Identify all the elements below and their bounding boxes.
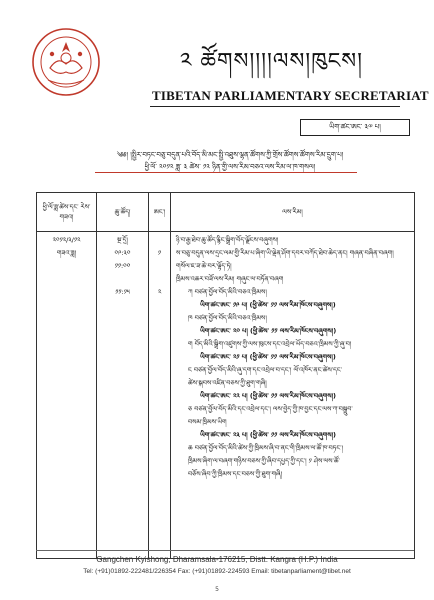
agenda-item-line: ག བོད་མིའི་སྒྲིག་འཛུགས་ཀྱི་ལས་ཁུངས་དང་འབྲེལ་ཡོད་བཅའ་ཁྲིམས་ཀྱི་ཞུ་བ།: [188, 340, 352, 348]
time-line: ༠༩:༣༠: [114, 249, 131, 257]
heading-line-2: ཕྱི་ལོ་ ༢༠༡༢ ཟླ་ ༣ ཚེས་ ༡༢ ཉིན་གྱི་ལས་རིམ་བཅའ་ལས་རིམ་ལ་ཁ་གསལ།: [144, 163, 316, 171]
agenda-item-line: གསོལ་ཇ་ཟ་ཆེ་བར་ལྷོད་ཏེ།: [176, 262, 232, 270]
time-line: སྔ་དྲོ།: [117, 236, 128, 244]
agenda-item-line: ཁྲིམས་ཞིག་ལ་བཞག་གཉིས་བཅས་ཀྱི་ཞིབ་དཔྱད་ཀྱི་དང་། ༡ ཤེས་ལས་ཚོ་: [188, 457, 340, 465]
number-line: ༡: [157, 249, 162, 257]
number-line: [152, 234, 167, 247]
document-number-box: ཡིག་ཚང་ཨང་ ༣༧ པ།: [300, 119, 410, 136]
agenda-table: [36, 192, 415, 559]
agenda-item-line: ཅ བཙན་བྱོལ་བོད་མིའི་དང་འབྲེལ་དང་། ལས་བྱེད་ཀྱི་ཁ་བྱང་དང་ལས་ཀ་བསྒྲུབ་: [188, 405, 353, 413]
agenda-item-line: ཆ བཙན་བྱོལ་བོད་མིའི་ཚེས་ཀྱི་ཁྲིམས་ཞི་བ་ནང་གི་ཁྲིམས་ལ་ཚོ་ཁ་བཏང་།: [188, 444, 343, 452]
agenda-item-line: ཚེས་སྐབས་འཛིན་བཅས་ཀྱི་ཐུག་གཞི།: [188, 379, 267, 387]
agenda-item-line: ཉི་བ་རྒྱ་ཐེབ་ཆུ་ཚོད་རྙིང་སྒྲིག་བོད་ལྗོངས་བཞུགས།: [176, 236, 279, 244]
agenda-item-line: བཅོས་ཞིབ་ཀྱི་ཁྲིམས་དང་བཅས་ཀྱི་ཐུག་གཞི།: [188, 470, 283, 478]
tibetan-title: ༢ ཚོགས།།།།ལས།ཁུངས།: [180, 49, 364, 74]
footer-address: Gangchen Kyishong, Dharamsala-176215, Distt. Kangra (H.P.) India: [96, 555, 338, 564]
footer-divider: [36, 550, 414, 551]
english-title: TIBETAN PARLIAMENTARY SECRETARIAT: [152, 88, 429, 103]
agenda-heading: [50, 149, 410, 173]
agenda-item-line: ཡིག་ཚང་ཨང་ ༢༠ པ། (ཕྱི་ཚེས་ ༡༡ ལས་རིམ་ཁོངས་བཞུགས།): [200, 327, 337, 335]
agenda-item-line: ཀ བཙན་བྱོལ་བོད་མིའི་བཅའ་ཁྲིམས།: [188, 288, 267, 296]
time-cell: [97, 232, 149, 559]
footer-contact: Tel: (+91)01892-222481/226354 Fax: (+91)01892-224593 Email: tibetanparliament@tibet.net: [83, 568, 351, 575]
agenda-item-line: ཁྲིམས་འཆར་བཟོ་ལས་རིམ། གཞུང་ལ་བཏོན་བཞག: [176, 275, 284, 283]
agenda-item-line: ཡིག་ཚང་ཨང་ ༢༡ པ། (ཕྱི་ཚེས་ ༡༡ ལས་རིམ་ཁོངས་བཞུགས།): [200, 353, 336, 361]
table-row: [37, 232, 415, 559]
table-header-row: [37, 193, 415, 232]
agenda-item-line: བསམ་ཁྲིམས་ཡིག: [188, 418, 227, 426]
number-cell: [149, 232, 171, 559]
date-line: ༢༠༡༢/༣/༡༢: [52, 236, 81, 244]
weekday-line: གཟའ་ཟླ།: [56, 249, 77, 257]
title-divider: [150, 106, 400, 107]
number-line: ༢: [157, 288, 162, 296]
agenda-item-line: ཁ བཙན་བྱོལ་བོད་མིའི་བཅའ་ཁྲིམས།: [188, 314, 267, 322]
heading-underline: [95, 172, 357, 173]
agenda-item-line: ས་བཅུ་བདུན་ལས་དྲང་ལམ་གྱི་རིམ་པ་ཞིག་ཡི་ལྡེན་ཤོག་དབར་བཀོད་ཐེབ་ཆེད་ནང། གཞན་བཞིན་བཞག།: [176, 249, 394, 257]
time-line: [100, 273, 145, 286]
header-item: ལས་རིམ།: [171, 193, 415, 232]
date-cell: [37, 232, 97, 559]
time-line: ༡༡:༡༥: [115, 288, 130, 296]
header-number: ཨང་།: [149, 193, 171, 232]
agenda-item-cell: [171, 232, 415, 559]
agenda-item-line: ཡིག་ཚང་ཨང་ ༢༣ པ། (ཕྱི་ཚེས་ ༡༡ ལས་རིམ་ཁོངས་བཞུགས།): [200, 431, 337, 439]
time-line: ༡༡:༠༠: [114, 262, 131, 270]
parliament-seal-emblem: [30, 26, 102, 98]
number-line: [152, 260, 167, 273]
agenda-item-line: ཡིག་ཚང་ཨང་ ༢༢ པ། (ཕྱི་ཚེས་ ༡༡ ལས་རིམ་ཁོངས་བཞུགས།): [200, 392, 337, 400]
number-line: [152, 273, 167, 286]
heading-line-1: ༄༅། །སྤྱིར་བཏང་བཅུ་བདུན་པའི་བོད་མི་མང་སྤྱི་འཐུས་ལྷན་ཚོགས་ཀྱི་གྲོས་ཚོགས་ཚོགས་རིམ་དྲུག་པ།: [116, 151, 344, 159]
agenda-item-line: ཡིག་ཚང་ཨང་ ༡༩ པ། (ཕྱི་ཚེས་ ༡༡ ལས་རིམ་ཁོངས་བཞུགས།): [200, 301, 336, 309]
header-date: ཕྱི་ལོ་ཟླ་ཚེས་དང་ རེས་གཟའ།: [37, 193, 97, 232]
page-number: 5: [215, 586, 219, 593]
agenda-item-line: ང བཙན་བྱོལ་བོད་མིའི་ཞུ་དག་དང་འབྲེལ་བ་དང་། ལོ་འཁོར་ནང་ཚེས་དང་: [188, 366, 343, 374]
header-time: ཆུ་ཚོད།: [97, 193, 149, 232]
